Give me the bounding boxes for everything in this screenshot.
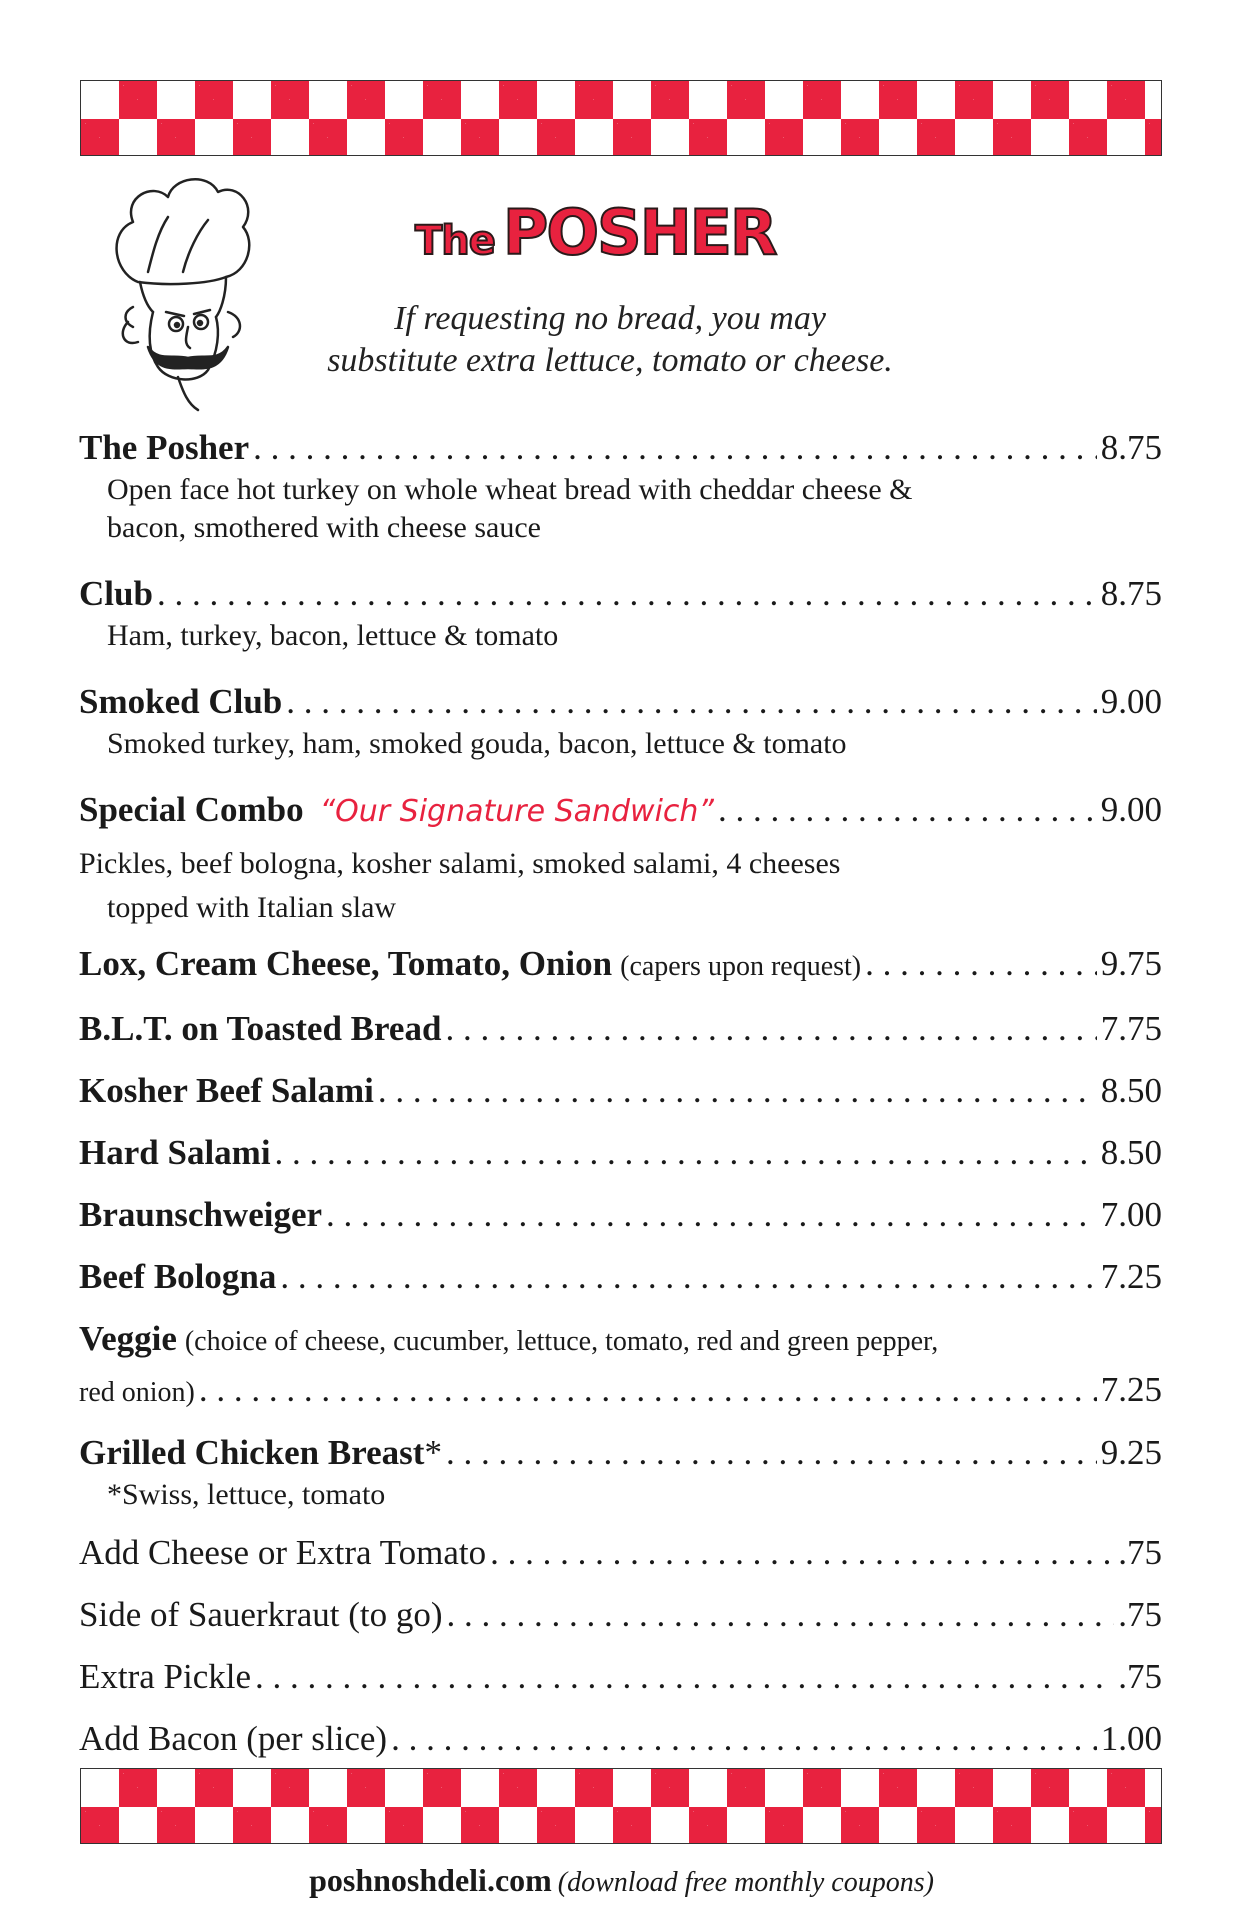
footer — [0, 1862, 1243, 1899]
title-small: The — [415, 218, 495, 264]
menu-item-lox — [79, 941, 1162, 990]
item-price: .75 — [1118, 1595, 1162, 1634]
menu-items — [79, 425, 1162, 1762]
item-name: Extra Pickle — [79, 1657, 252, 1696]
item-name: Club — [79, 574, 153, 613]
menu-item-beef-bologna — [79, 1254, 1162, 1300]
item-note-cont: red onion) — [79, 1377, 195, 1408]
menu-item-grilled-chicken — [79, 1430, 1162, 1514]
item-price: 9.25 — [1100, 1433, 1162, 1472]
item-desc: topped with Italian slaw — [107, 891, 397, 924]
note-line-1: If requesting no bread, you may — [394, 300, 826, 337]
item-desc: Ham, turkey, bacon, lettuce & tomato — [107, 619, 559, 652]
menu-item-sauerkraut — [79, 1592, 1162, 1638]
item-star: * — [424, 1433, 442, 1472]
item-name: Add Cheese or Extra Tomato — [79, 1533, 487, 1572]
title-main: POSHER — [502, 196, 776, 269]
menu-item-veggie — [79, 1316, 1162, 1416]
menu-item-add-bacon — [79, 1716, 1162, 1762]
item-name: B.L.T. on Toasted Bread — [79, 1009, 442, 1048]
bread-note — [260, 298, 960, 382]
menu-item-blt — [79, 1006, 1162, 1052]
item-note: (capers upon request) — [620, 951, 862, 982]
item-name: Special Combo — [79, 790, 304, 829]
item-name: Side of Sauerkraut (to go) — [79, 1595, 443, 1634]
item-name: Beef Bologna — [79, 1257, 277, 1296]
item-price: 8.75 — [1100, 428, 1162, 467]
item-name: Hard Salami — [79, 1133, 271, 1172]
item-price: 7.75 — [1100, 1009, 1162, 1048]
item-name: Lox, Cream Cheese, Tomato, Onion — [79, 944, 613, 983]
item-price: 9.75 — [1100, 944, 1162, 983]
item-name: Braunschweiger — [79, 1195, 323, 1234]
menu-item-smoked-club — [79, 679, 1162, 763]
checkered-border-bottom — [80, 1768, 1162, 1844]
item-price: 7.25 — [1100, 1370, 1162, 1409]
menu-item-kosher-beef-salami — [79, 1068, 1162, 1114]
item-name: The Posher — [79, 428, 250, 467]
note-line-2: substitute extra lettuce, tomato or cheese. — [327, 342, 893, 379]
menu-item-special-combo — [79, 787, 1162, 927]
item-desc: Open face hot turkey on whole wheat bread with cheddar cheese & — [107, 473, 913, 506]
menu-item-add-cheese — [79, 1530, 1162, 1576]
chef-mascot-icon — [108, 172, 258, 412]
checkered-border-top — [80, 80, 1162, 156]
item-price: 9.00 — [1100, 790, 1162, 829]
item-price: 8.75 — [1100, 574, 1162, 613]
menu-item-the-posher — [79, 425, 1162, 547]
item-desc: bacon, smothered with cheese sauce — [107, 511, 541, 544]
item-price: .75 — [1118, 1533, 1162, 1572]
item-price: 8.50 — [1100, 1071, 1162, 1110]
coupon-note: (download free monthly coupons) — [557, 1867, 934, 1898]
item-name: Grilled Chicken Breast — [79, 1433, 425, 1472]
item-price: 9.00 — [1100, 682, 1162, 721]
item-name: Kosher Beef Salami — [79, 1071, 374, 1110]
signature-tagline: “Our Signature Sandwich” — [319, 794, 714, 829]
menu-item-club — [79, 571, 1162, 655]
website-link[interactable]: poshnoshdeli.com — [309, 1862, 552, 1898]
item-name: Add Bacon (per slice) — [79, 1719, 388, 1758]
item-price: 8.50 — [1100, 1133, 1162, 1172]
restaurant-title — [415, 196, 835, 274]
menu-item-hard-salami — [79, 1130, 1162, 1176]
item-desc: Pickles, beef bologna, kosher salami, smoked salami, 4 cheeses — [79, 847, 841, 880]
item-name: Smoked Club — [79, 682, 283, 721]
item-price: .75 — [1118, 1657, 1162, 1696]
menu-item-extra-pickle — [79, 1654, 1162, 1700]
menu-item-braunschweiger — [79, 1192, 1162, 1238]
item-price: 7.25 — [1100, 1257, 1162, 1296]
item-desc: *Swiss, lettuce, tomato — [107, 1478, 386, 1511]
item-desc: Smoked turkey, ham, smoked gouda, bacon, lettuce & tomato — [107, 727, 847, 760]
item-name: Veggie — [79, 1319, 177, 1358]
item-note: (choice of cheese, cucumber, lettuce, tomato, red and green pepper, — [184, 1326, 939, 1357]
item-price: 1.00 — [1100, 1719, 1162, 1758]
item-price: 7.00 — [1100, 1195, 1162, 1234]
